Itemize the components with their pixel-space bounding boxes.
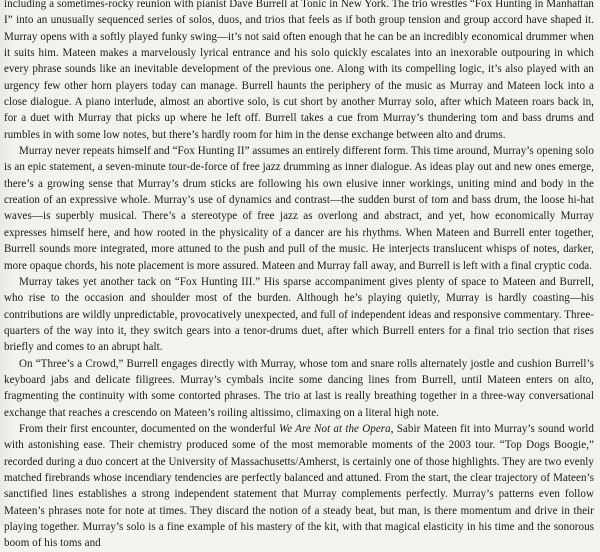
article-body — [4, 0, 594, 552]
paragraph-3-text: Murray takes yet another tack on “Fox Hunting III.” His sparse accompaniment gives plenty of space to Mateen and Burrell, who rise to the occasion and shoulder most of the burden. Although he’s playing quietly, Murray is hardly coasting—his contributions are wildly unpredictable, provocatively unexpected, and full of independent ideas and responsive commentary. Three-quarters of the way into it, they switch gears into a tenor-drums duet, after which Burrell enters for a final trio section that rises briefly and comes to an abrupt halt. — [4, 275, 594, 354]
paragraph-4 — [4, 356, 594, 421]
paragraph-2-text: Murray never repeats himself and “Fox Hunting II” assumes an entirely different form. This time around, Murray’s opening solo is an epic statement, a seven-minute tour-de-force of free jazz drumming as inner dialogue. As ideas play out and new ones emerge, there’s a growing sense that Murray’s drum sticks are following his own elusive inner workings, uniting mind and body in the creation of an expressive whole. Murray’s use of dynamics and contrast—the sudden burst of tom and bass drum, the loose hi-hat waves—is superbly musical. There’s a stereotype of free jazz as overlong and abstract, and yet, how economically Murray expresses himself here, and how rooted in the physicality of a dancer are his rhythms. When Mateen and Burrell enter together, Burrell sounds more integrated, more attuned to the push and pull of the music. He interjects translucent whisps of notes, darker, more opaque chords, his note placement is more assured. Mateen and Murray fall away, and Burrell is left with a final cryptic coda. — [4, 145, 594, 272]
paragraph-1-text: including a sometimes-rocky reunion with pianist Dave Burrell at Tonic in New York. The trio wrestles “Fox Hunting in Manhattan I” into an unusually sequenced series of solos, duos, and trios that feels as if both group tension and group accord have shaped it. Murray opens with a softly played funky swing—it’s not said often enough that he can be an incredibly economical drummer when it suits him. Mateen makes a marvelously lyrical entrance and his solo quickly escalates into an inexorable outpouring in which every phrase sounds like an inevitable development of the previous one. Along with its compelling logic, it’s also played with an urgency few other horn players today can manage. Burrell haunts the periphery of the music as Murray and Mateen lock into a close dialogue. A piano interlude, almost an abortive solo, is cut short by another Murray solo, after which Mateen roars back in, for a duet with Murray that picks up where he left off. Burrell takes a cue from Murray’s thundering tom and bass drums and rumbles in with some low notes, but there’s hardly room for him in the dense exchange between alto and drums. — [4, 0, 594, 141]
paragraph-5-text-a: From their first encounter, documented on the wonderful — [19, 422, 279, 435]
paragraph-5-text-b: , Sabir Mateen fit into Murray’s sound world with astonishing ease. Their chemistry produced some of the most memorable moments of the 2003 tour. “Top Dogs Boogie,” recorded during a duo concert at the University of Massachusetts/Amherst, is certainly one of those highlights. They are two evenly matched firebrands whose incendiary tendencies are perfectly balanced and attuned. From the start, the clear trajectory of Mateen’s sanctified lines establishes a strong independent statement that Murray complements perfectly. Murray’s patterns even follow Mateen’s phrases note for note at times. They discard the notion of a steady beat, but man, is there momentum and drive in their playing together. Murray’s solo is a fine example of his mastery of the kit, with that magical elasticity in his time and the sonorous boom of his toms and — [4, 422, 594, 550]
album-title: We Are Not at the Opera — [278, 422, 391, 435]
paragraph-4-text: On “Three’s a Crowd,” Burrell engages directly with Murray, whose tom and snare rolls alternately jostle and cushion Burrell’s keyboard jabs and delicate filigrees. Murray’s cymbals incite some dancing lines from Burrell, until Mateen enters on alto, fragmenting the continuity with some contorted phrases. The trio at last is really breathing together in a three-way conversational exchange that reaches a crescendo on Mateen’s roiling altissimo, climaxing on a literal high note. — [4, 357, 594, 419]
paragraph-3 — [4, 274, 594, 356]
paragraph-5 — [4, 421, 594, 552]
paragraph-2 — [4, 143, 594, 274]
paragraph-1 — [4, 0, 594, 143]
